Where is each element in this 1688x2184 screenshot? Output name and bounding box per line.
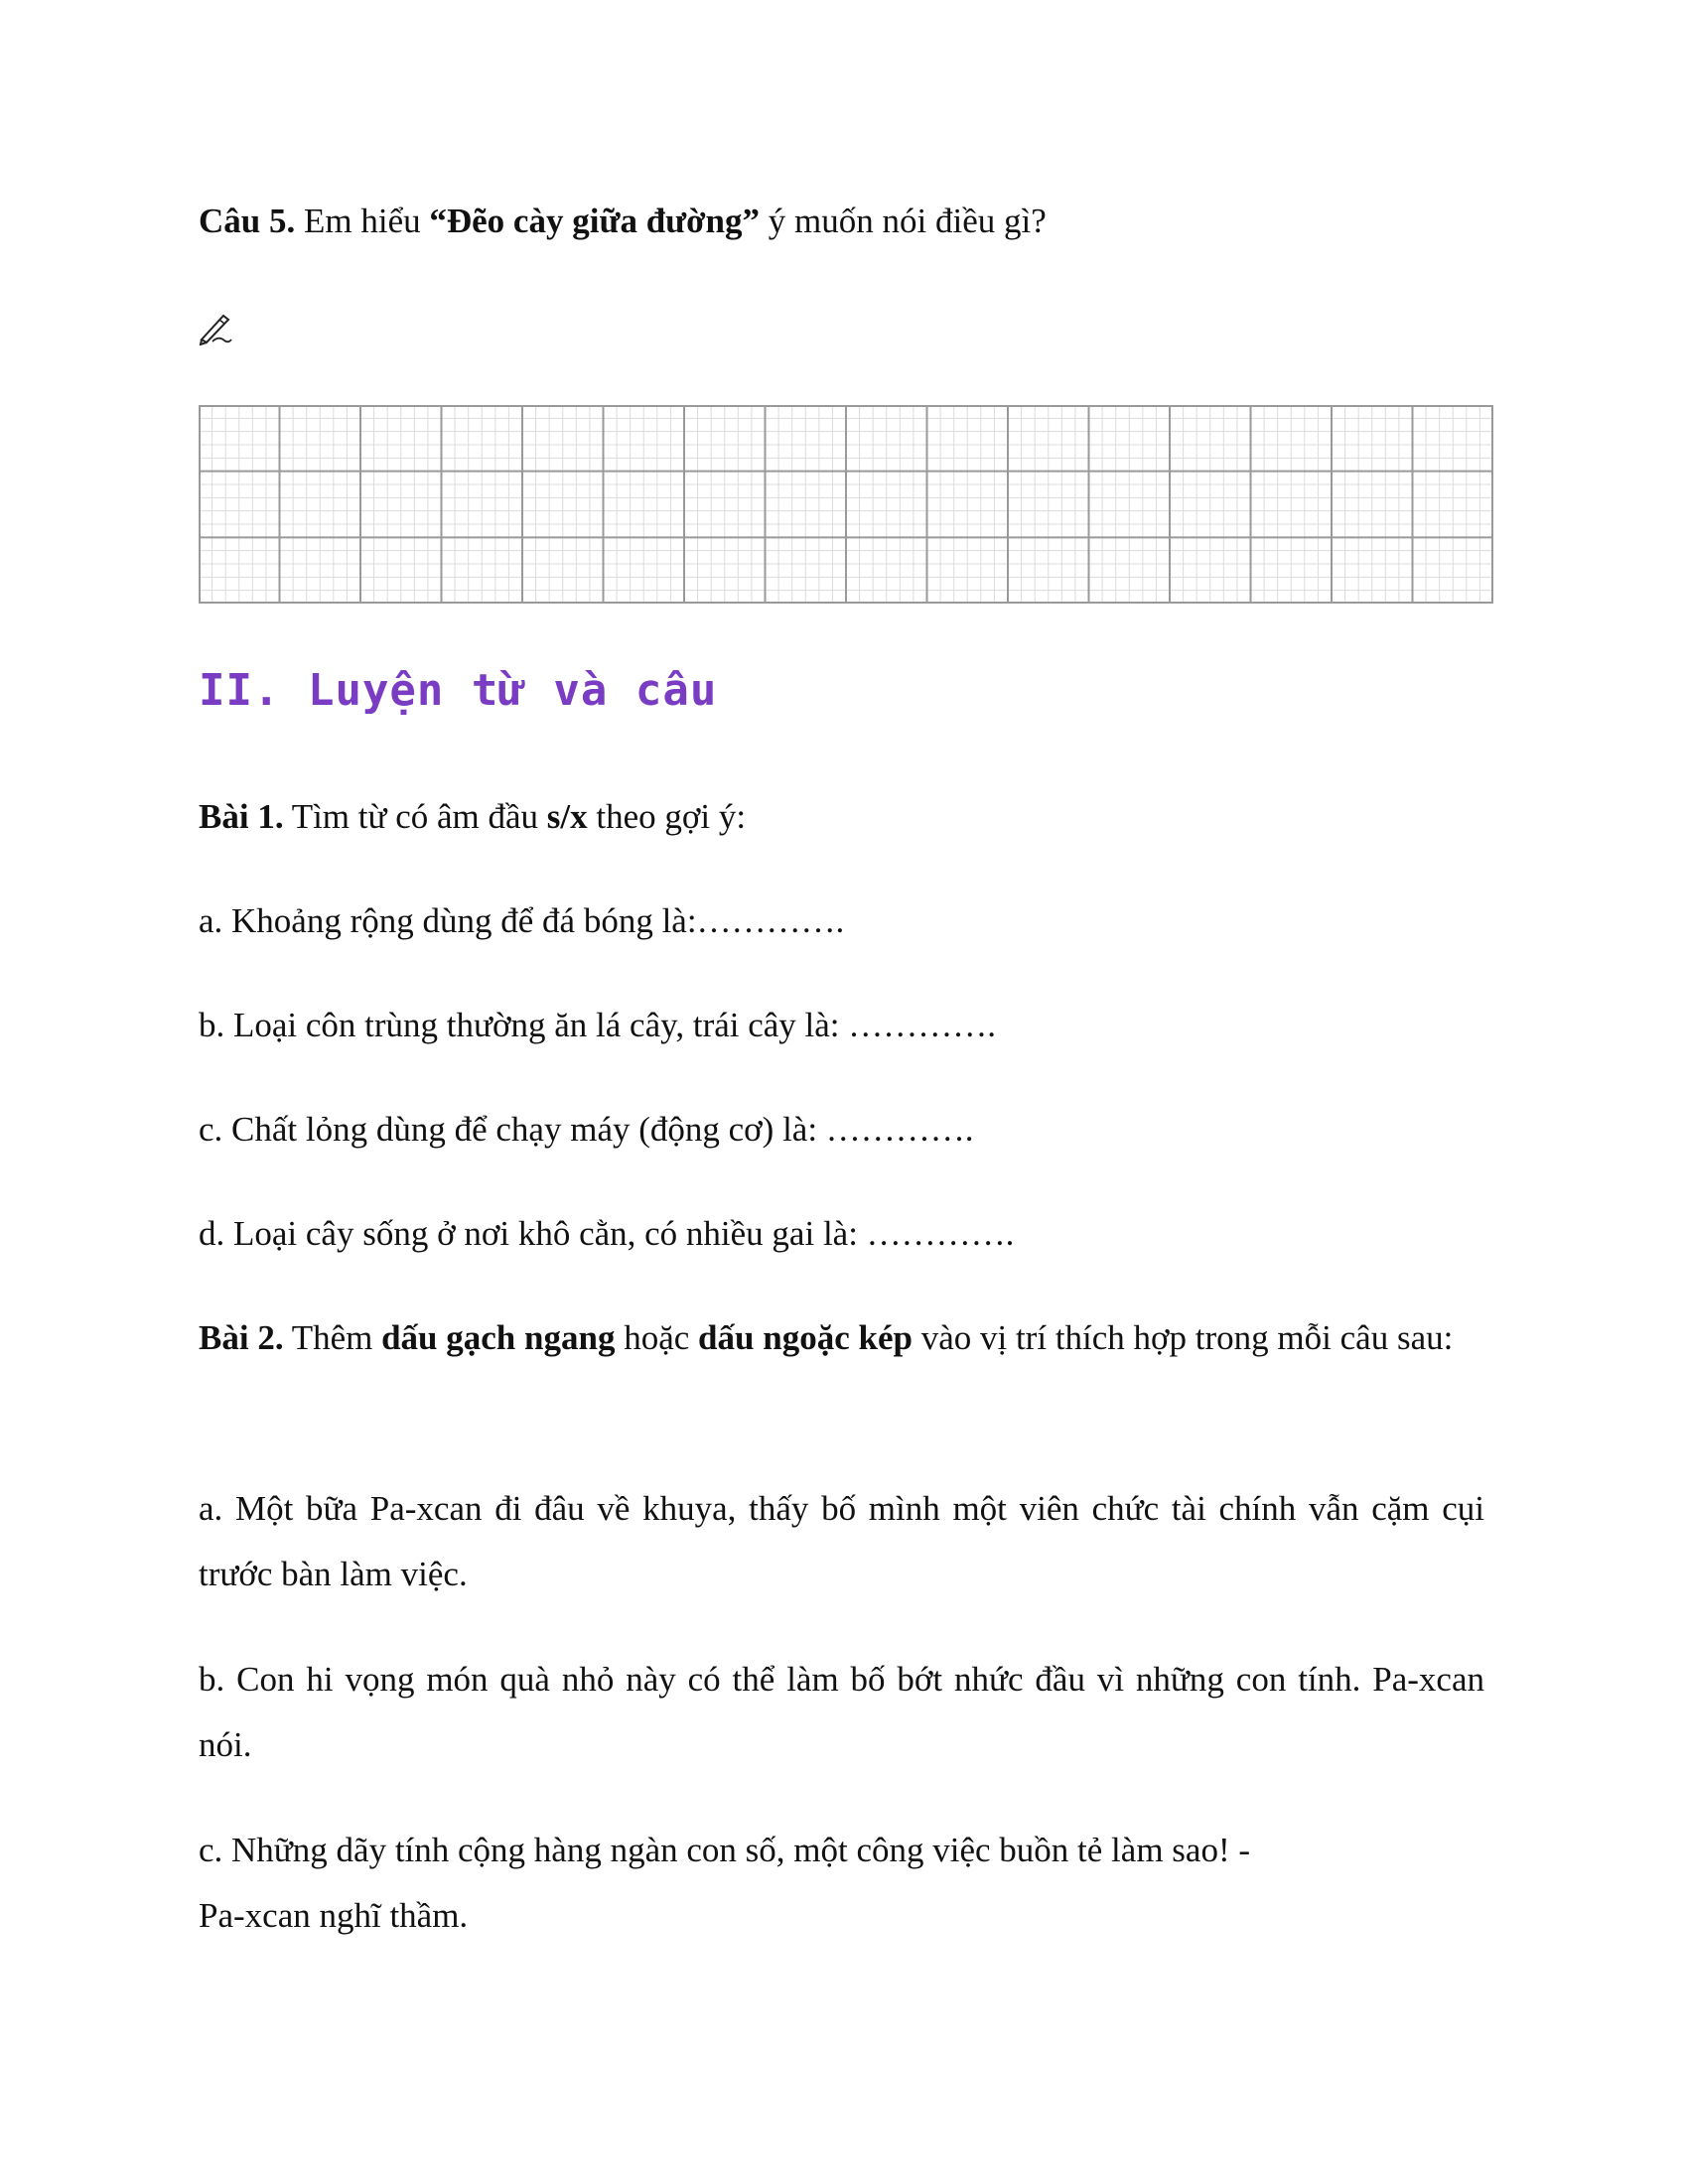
exercise-1-item-a: a. Khoảng rộng dùng để đá bóng là:…………. <box>199 901 845 940</box>
section-heading: II. Luyện từ và câu <box>199 665 718 716</box>
exercise-2-item-c: c. Những dãy tính cộng hàng ngàn con số, một công việc buồn tẻ làm sao! - <box>199 1831 1251 1869</box>
exercise-2-bold-quotes: dấu ngoặc kép <box>698 1318 913 1357</box>
exercise-1-item-b: b. Loại côn trùng thường ăn lá cây, trái cây là: …………. <box>199 1006 997 1044</box>
writing-hand-icon <box>199 306 232 345</box>
exercise-2-label: Bài 2. <box>199 1318 284 1357</box>
exercise-2-text-2: hoặc <box>615 1318 699 1357</box>
exercise-2-bold-dash: dấu gạch ngang <box>381 1318 616 1357</box>
exercise-2-item-b: b. Con hi vọng món quà nhỏ này có thể làm bố bớt nhức đầu vì những con tính. Pa-xcan nói. <box>199 1660 1484 1764</box>
answer-writing-grid[interactable] <box>199 405 1493 604</box>
exercise-1-item-c: c. Chất lỏng dùng để chạy máy (động cơ) là: …………. <box>199 1110 974 1149</box>
exercise-1-text-post: theo gợi ý: <box>587 797 747 836</box>
exercise-2-prompt <box>199 1305 1484 1371</box>
question-5-label: Câu 5. <box>199 202 296 240</box>
exercise-2-item-a: a. Một bữa Pa-xcan đi đâu về khuya, thấy bố mình một viên chức tài chính vẫn cặm cụi trước bàn làm việc. <box>199 1489 1484 1593</box>
exercise-1-label: Bài 1. <box>199 797 284 836</box>
exercise-1-letters: s/x <box>546 797 588 836</box>
question-5 <box>199 189 1489 254</box>
exercise-1-text-pre: Tìm từ có âm đầu <box>283 797 547 836</box>
exercise-1-item-d: d. Loại cây sống ở nơi khô cằn, có nhiều gai là: …………. <box>199 1214 1015 1253</box>
question-5-text-pre: Em hiểu <box>295 202 430 240</box>
exercise-2-item-c-continued: Pa-xcan nghĩ thầm. <box>199 1896 469 1935</box>
exercise-2-text-1: Thêm <box>283 1318 382 1357</box>
exercise-2-text-3: vào vị trí thích hợp trong mỗi câu sau: <box>912 1318 1454 1357</box>
question-5-text-post: ý muốn nói điều gì? <box>760 202 1047 240</box>
exercise-1-prompt <box>199 784 1489 850</box>
question-5-quote: “Đẽo cày giữa đường” <box>429 202 761 240</box>
